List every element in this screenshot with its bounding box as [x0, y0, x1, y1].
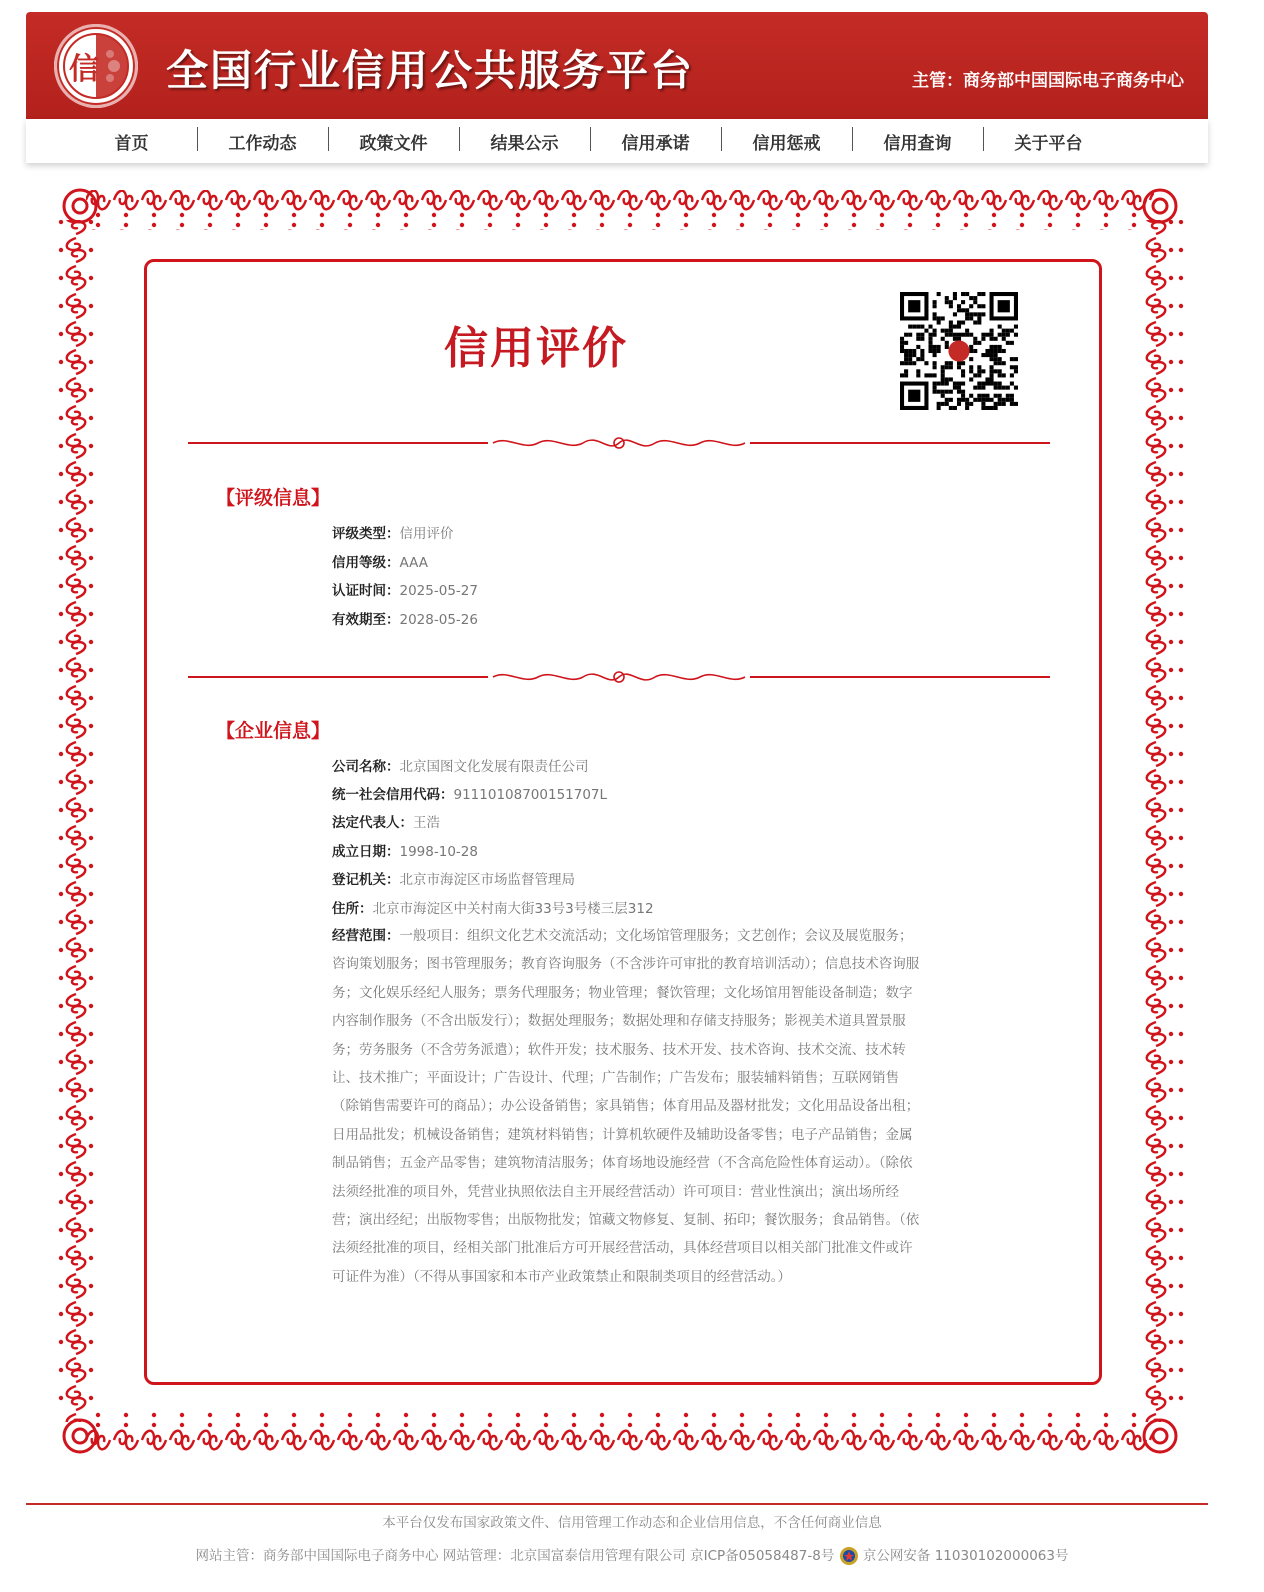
field-label: 登记机关： — [332, 872, 400, 888]
field-label: 认证时间： — [332, 583, 400, 599]
nav-item-home[interactable]: 首页 — [114, 133, 149, 154]
site-logo[interactable] — [54, 24, 138, 108]
nav-item-results[interactable]: 结果公示 — [459, 129, 590, 154]
business-scope-field — [332, 922, 920, 1291]
nav-item-query[interactable]: 信用查询 — [852, 129, 983, 154]
nav-item-commitment[interactable]: 信用承诺 — [590, 129, 721, 154]
registration-authority-field — [332, 868, 575, 888]
nav-item-about[interactable]: 关于平台 — [983, 129, 1114, 154]
field-value: 2028-05-26 — [399, 612, 478, 628]
field-value: 一般项目：组织文化艺术交流活动；文化场馆管理服务；文艺创作；会议及展览服务；咨询策划服务；图书管理服务；教育咨询服务（不含涉许可审批的教育培训活动）；信息技术咨询服务；文化娱乐经纪人服务；票务代理服务；物业管理；餐饮管理；文化场馆用智能设备制造；数字内容制作服务（不含出版发行）；数据处理服务；数据处理和存储支持服务；影视美术道具置景服务；劳务服务（不含劳务派遣）；软件开发；技术服务、技术开发、技术咨询、技术交流、技术转让、技术推广；平面设计；广告设计、代理；广告制作；广告发布；服装辅料销售；互联网销售（除销售需要许可的商品）；办公设备销售；家具销售；体育用品及器材批发；文化用品设备出租；日用品批发；机械设备销售；建筑材料销售；计算机软硬件及辅助设备零售；电子产品销售；金属制品销售；五金产品零售；建筑物清洁服务；体育场地设施经营（不含高危险性体育运动）。（除依法须经批准的项目外，凭营业执照依法自主开展经营活动）许可项目：营业性演出；演出场所经营；演出经纪；出版物零售；出版物批发；馆藏文物修复、复制、拓印；餐饮服务；食品销售。（依法须经批准的项目，经相关部门批准后方可开展经营活动，具体经营项目以相关部门批准文件或许可证件为准）（不得从事国家和本市产业政策禁止和限制类项目的经营活动。） — [332, 928, 920, 1285]
field-value: 北京市海淀区中关村南大街33号3号楼三层312 — [372, 901, 654, 917]
footer-info — [0, 1544, 1264, 1566]
site-title: 全国行业信用公共服务平台 — [166, 46, 695, 95]
certified-date-field — [332, 579, 478, 599]
logo-character: 信 — [69, 52, 99, 87]
supervisor-text: 主管：商务部中国国际电子商务中心 — [912, 71, 1184, 91]
address-field — [332, 897, 654, 917]
credit-code-field — [332, 783, 607, 803]
established-date-field — [332, 840, 478, 860]
footer-info-text: 网站主管：商务部中国国际电子商务中心 网站管理：北京国富泰信用管理有限公司 京ICP备05058487-8号 — [195, 1548, 835, 1564]
credit-level-field — [332, 551, 428, 571]
field-value: 1998-10-28 — [399, 844, 478, 860]
nav-item-work-news[interactable]: 工作动态 — [197, 129, 328, 154]
field-label: 有效期至： — [332, 612, 400, 628]
field-label: 成立日期： — [332, 844, 400, 860]
qr-code-icon[interactable] — [900, 292, 1018, 410]
ornamental-divider-icon — [188, 667, 1050, 687]
main-nav — [26, 119, 1208, 163]
nav-item-policy-docs[interactable]: 政策文件 — [328, 129, 459, 154]
company-name-field — [332, 755, 589, 775]
field-label: 统一社会信用代码： — [332, 787, 454, 803]
public-security-link[interactable]: 京公网安备 11030102000063号 — [862, 1548, 1069, 1564]
field-value: 信用评价 — [399, 526, 454, 542]
rating-section-title: 【评级信息】 — [216, 487, 331, 509]
footer-notice: 本平台仅发布国家政策文件、信用管理工作动态和企业信用信息，不含任何商业信息 — [382, 1515, 882, 1531]
rating-type-field — [332, 522, 454, 542]
police-badge-icon — [839, 1546, 859, 1566]
field-value: 王浩 — [413, 815, 440, 831]
legal-rep-field — [332, 811, 440, 831]
certificate-title: 信用评价 — [444, 323, 628, 374]
site-header — [26, 12, 1208, 119]
field-label: 信用等级： — [332, 555, 400, 571]
field-label: 经营范围： — [332, 928, 400, 944]
nav-item-punishment[interactable]: 信用惩戒 — [721, 129, 852, 154]
field-value: 2025-05-27 — [399, 583, 478, 599]
footer-divider — [26, 1503, 1208, 1505]
field-value: 91110108700151707L — [453, 787, 608, 803]
field-label: 法定代表人： — [332, 815, 413, 831]
ornamental-divider-icon — [188, 433, 1050, 453]
field-value: AAA — [399, 555, 428, 571]
company-section-title: 【企业信息】 — [216, 720, 331, 742]
field-label: 评级类型： — [332, 526, 400, 542]
field-value: 北京市海淀区市场监督管理局 — [399, 872, 575, 888]
field-value: 北京国图文化发展有限责任公司 — [399, 759, 589, 775]
field-label: 公司名称： — [332, 759, 400, 775]
valid-until-field — [332, 608, 478, 628]
field-label: 住所： — [332, 901, 373, 917]
